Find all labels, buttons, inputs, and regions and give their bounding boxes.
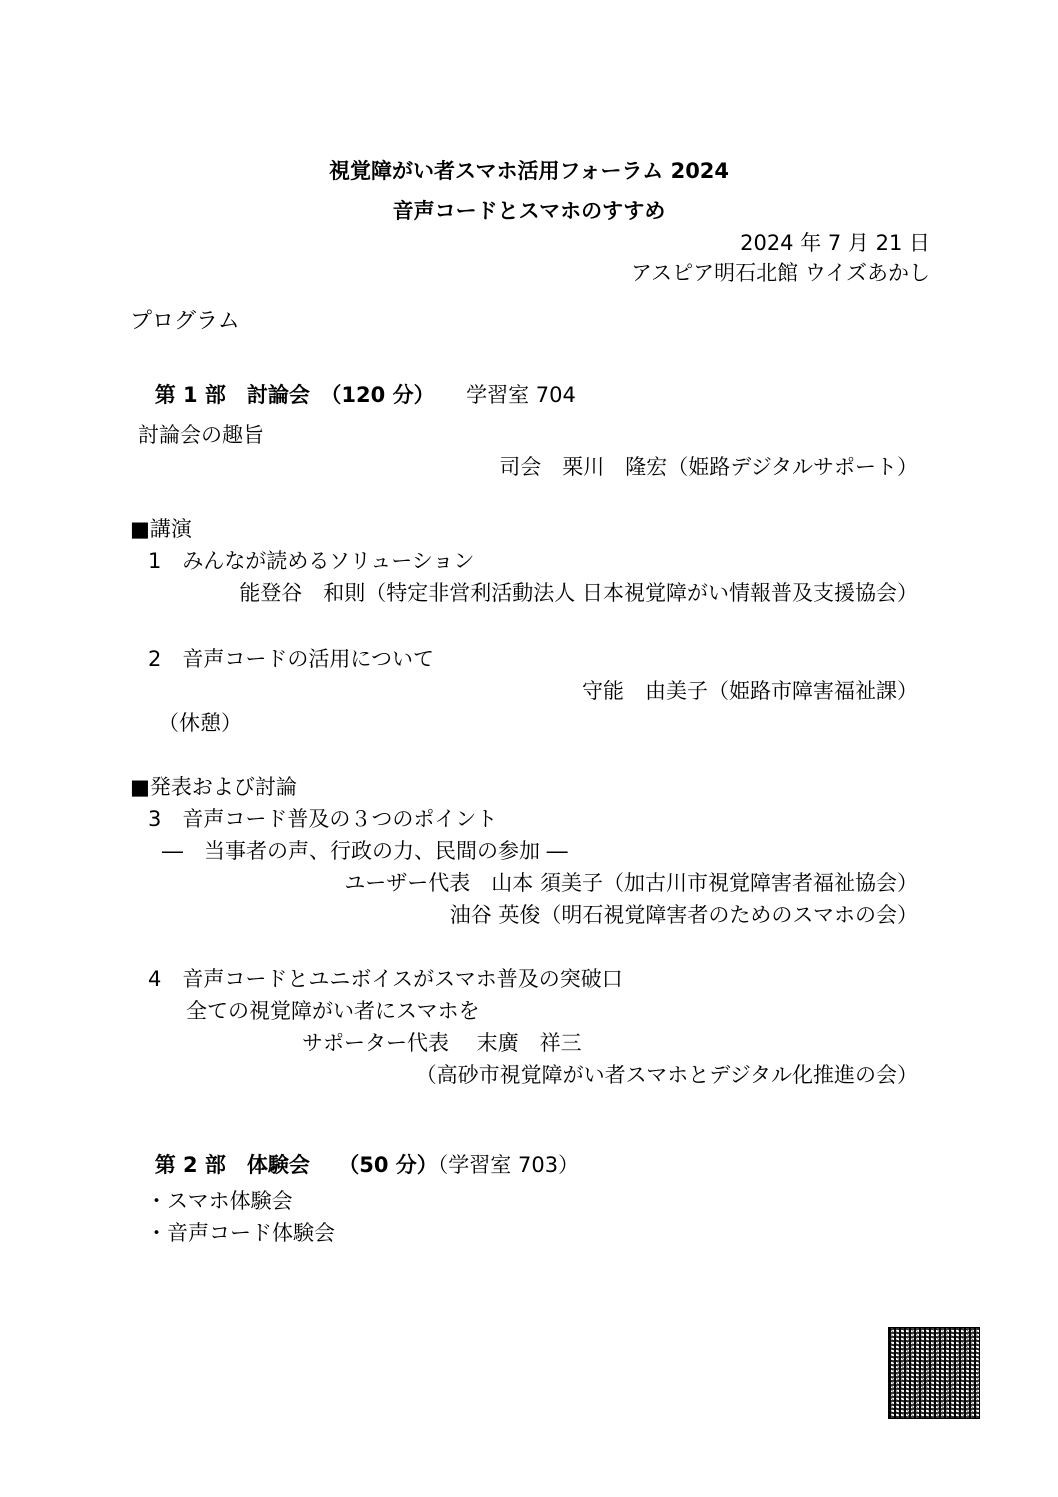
- presentation-4-subtitle: 全ての視覚障がい者にスマホを: [186, 999, 480, 1023]
- presentation-4-title: 4 音声コードとユニボイスがスマホ普及の突破口: [148, 967, 623, 991]
- lecture-1-title: 1 みんなが読めるソリューション: [148, 549, 475, 573]
- break-label: （休憩）: [158, 711, 242, 735]
- presentation-3-title: 3 音声コード普及の３つのポイント: [148, 807, 498, 831]
- part1-moderator: 司会 栗川 隆宏（姫路デジタルサポート）: [499, 455, 918, 479]
- discussion-heading: ■発表および討論: [130, 775, 297, 799]
- program-heading: プログラム: [130, 309, 240, 334]
- lecture-2-speaker: 守能 由美子（姫路市障害福祉課）: [582, 679, 918, 703]
- presentation-3-speaker-2: 油谷 英俊（明石視覚障害者のためのスマホの会）: [449, 903, 918, 927]
- part2-room: （学習室 703）: [437, 1153, 580, 1177]
- event-date: 2024 年 7 月 21 日: [740, 231, 930, 255]
- event-venue: アスピア明石北館 ウイズあかし: [631, 261, 930, 285]
- presentation-4-speaker: サポーター代表 末廣 祥三: [302, 1031, 582, 1055]
- part2-item-1: ・スマホ体験会: [146, 1189, 293, 1213]
- presentation-3-subtitle: ― 当事者の声、行政の力、民間の参加 ―: [162, 839, 568, 863]
- voice-code-icon: [888, 1327, 980, 1419]
- part1-label: 第 1 部 討論会 （120 分）: [154, 383, 425, 407]
- part2-label: 第 2 部 体験会 （50 分）: [154, 1153, 438, 1177]
- title-line-1: 視覚障がい者スマホ活用フォーラム 2024: [328, 159, 730, 183]
- lecture-2-title: 2 音声コードの活用について: [148, 647, 434, 671]
- title-line-2: 音声コードとスマホのすすめ: [392, 199, 666, 223]
- lectures-heading: ■講演: [130, 517, 192, 541]
- presentation-3-speaker-1: ユーザー代表 山本 須美子（加古川市視覚障害者福祉協会）: [344, 871, 918, 895]
- part1-room: 学習室 704: [466, 383, 576, 407]
- part1-purpose: 討論会の趣旨: [138, 423, 264, 447]
- lecture-1-speaker: 能登谷 和則（特定非営利活動法人 日本視覚障がい情報普及支援協会）: [239, 581, 918, 605]
- part2-item-2: ・音声コード体験会: [146, 1221, 335, 1245]
- presentation-4-affiliation: （高砂市視覚障がい者スマホとデジタル化推進の会）: [415, 1063, 918, 1087]
